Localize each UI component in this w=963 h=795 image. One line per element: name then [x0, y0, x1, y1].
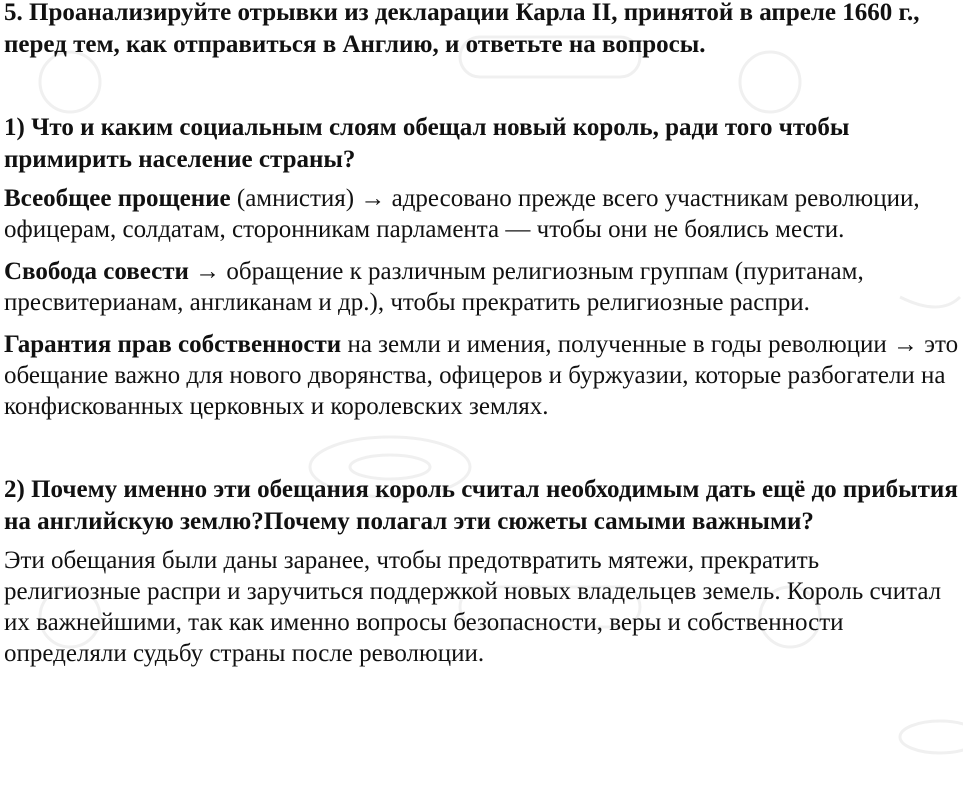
question-title: 2) Почему именно эти обещания король считал необходимым дать ещё до прибытия на английскую землю?Почему полагал эти сюжеты самыми важными? — [4, 476, 958, 535]
answer-text: (амнистия) → адресовано прежде всего участникам революции, офицерам, солдатам, сторонникам парламента — чтобы они не боялись мести. — [4, 185, 920, 243]
answer-term: Свобода совести — [4, 258, 189, 285]
answer-text: → обращение к различным религиозным группам (пуританам, пресвитерианам, англиканам и др.), чтобы прекратить религиозные распри. — [4, 258, 864, 316]
answer-text: на земли и имения, полученные в годы революции → это обещание важно для нового дворянства, офицеров и буржуазии, которые разбогатели на конфискованных церковных и королевских землях. — [4, 331, 959, 420]
answer-paragraph — [4, 256, 959, 318]
answer-paragraph: Эти обещания были даны заранее, чтобы предотвратить мятежи, прекратить религиозные распри и заручиться поддержкой новых владельцев земель. Король считал их важнейшими, так как именно вопросы безопасности, веры и собственности определяли судьбу страны после революции. — [4, 547, 942, 667]
answer-paragraph — [4, 183, 959, 245]
question-title: 1) Что и каким социальным слоям обещал новый король, ради того чтобы примирить население страны? — [4, 114, 850, 173]
task-title: 5. Проанализируйте отрывки из декларации Карла II, принятой в апреле 1660 г., перед тем, как отправиться в Англию, и ответьте на вопросы. — [4, 0, 920, 58]
answer-paragraph — [4, 329, 959, 422]
question-1 — [4, 112, 959, 422]
question-2 — [4, 474, 959, 669]
answer-term: Всеобщее прощение — [4, 185, 231, 212]
watermark-lips — [900, 721, 963, 753]
answer-term: Гарантия прав собственности — [4, 331, 342, 358]
